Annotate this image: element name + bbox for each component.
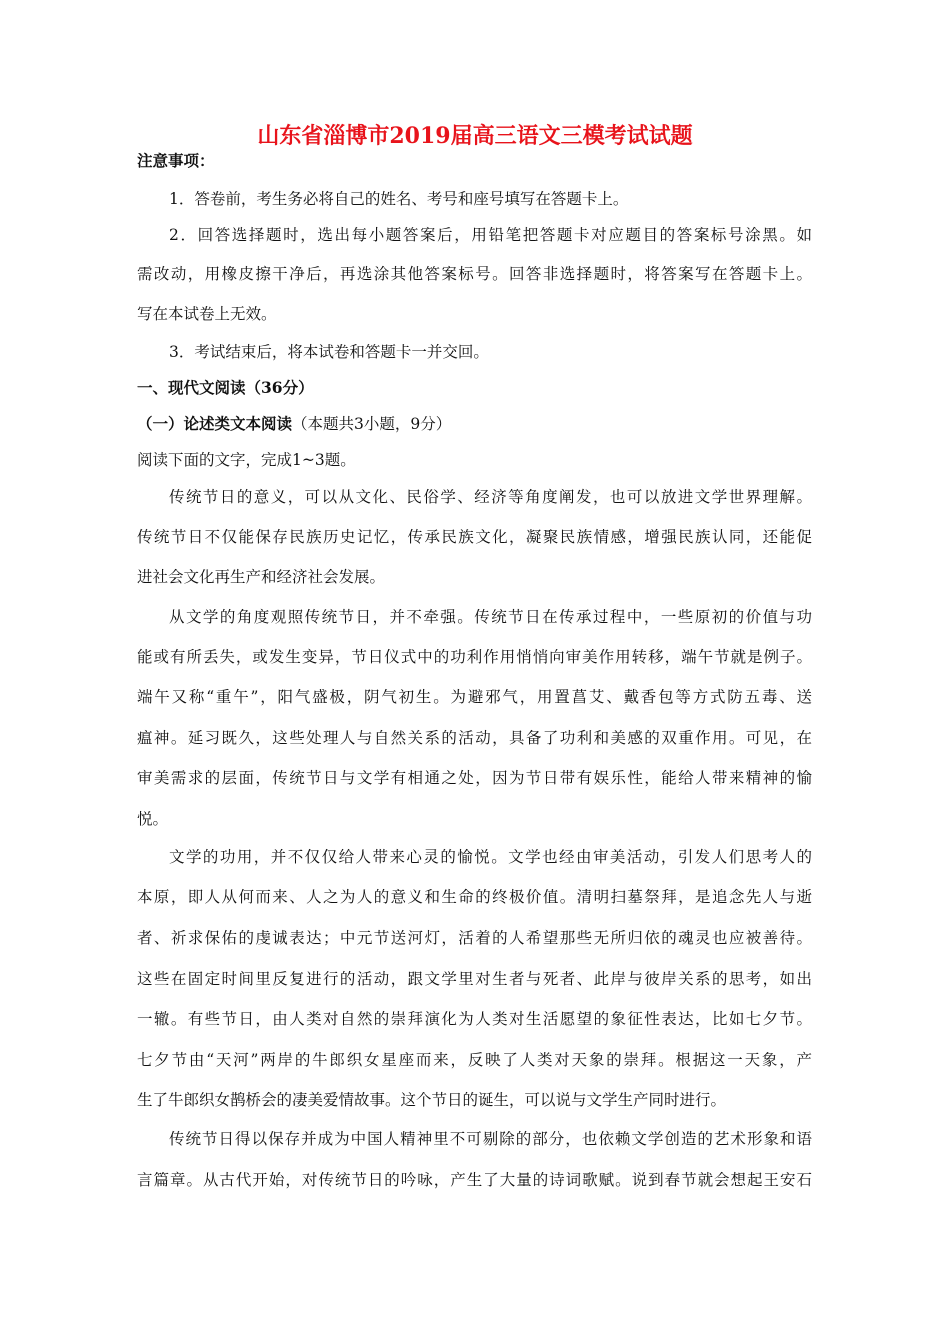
notice-item-2-end: 写在本试卷上无效。 — [137, 305, 277, 323]
paragraph-line: 从文学的角度观照传统节日，并不牵强。传统节日在传承过程中，一些原初的价值与功 — [169, 608, 812, 626]
paragraph-line: 这些在固定时间里反复进行的活动，跟文学里对生者与死者、此岸与彼岸关系的思考，如出 — [137, 970, 812, 988]
paragraph-line: 审美需求的层面，传统节日与文学有相通之处，因为节日带有娱乐性，能给人带来精神的愉 — [137, 769, 812, 787]
paragraph-line: 悦。 — [137, 810, 169, 828]
notice-item-2: 2．回答选择题时，选出每小题答案后，用铅笔把答题卡对应题目的答案标号涂黑。如 — [169, 226, 812, 244]
notice-item-3: 3．考试结束后，将本试卷和答题卡一并交回。 — [169, 343, 489, 361]
reading-instruction: 阅读下面的文字，完成1~3题。 — [137, 451, 356, 469]
paragraph-line: 传统节日得以保存并成为中国人精神里不可剔除的部分，也依赖文学创造的艺术形象和语 — [169, 1130, 812, 1148]
notice-heading: 注意事项： — [137, 151, 215, 170]
notice-item-2-cont: 需改动，用橡皮擦干净后，再选涂其他答案标号。回答非选择题时，将答案写在答题卡上。 — [137, 265, 812, 283]
paragraph-line: 一辙。有些节日，由人类对自然的崇拜演化为人类对生活愿望的象征性表达，比如七夕节。 — [137, 1010, 812, 1028]
subsection-title: （一）论述类文本阅读 — [137, 414, 293, 433]
subsection-heading — [137, 413, 451, 435]
paragraph-line: 本原，即人从何而来、人之为人的意义和生命的终极价值。清明扫墓祭拜，是追念先人与逝 — [137, 888, 812, 906]
paragraph-line: 文学的功用，并不仅仅给人带来心灵的愉悦。文学也经由审美活动，引发人们思考人的 — [169, 848, 812, 866]
notice-item-1: 1．答卷前，考生务必将自己的姓名、考号和座号填写在答题卡上。 — [169, 190, 629, 208]
paragraph-line: 传统节日不仅能保存民族历史记忆，传承民族文化，凝聚民族情感，增强民族认同，还能促 — [137, 528, 812, 546]
paragraph-line: 传统节日的意义，可以从文化、民俗学、经济等角度阐发，也可以放进文学世界理解。 — [169, 488, 812, 506]
subsection-note: （本题共3小题，9分） — [292, 415, 452, 433]
section-heading: 一、现代文阅读（36分） — [137, 378, 314, 397]
paragraph-line: 七夕节由“天河”两岸的牛郎织女星座而来，反映了人类对天象的崇拜。根据这一天象，产 — [137, 1051, 812, 1069]
paragraph-line: 生了牛郎织女鹊桥会的凄美爱情故事。这个节日的诞生，可以说与文学生产同时进行。 — [137, 1091, 727, 1109]
paragraph-line: 能或有所丢失，或发生变异，节日仪式中的功利作用悄悄向审美作用转移，端午节就是例子。 — [137, 648, 812, 666]
paragraph-line: 者、祈求保佑的虔诚表达；中元节送河灯，活着的人希望那些无所归依的魂灵也应被善待。 — [137, 929, 812, 947]
paragraph-line: 端午又称“重午”，阳气盛极，阴气初生。为避邪气，用置菖艾、戴香包等方式防五毒、送 — [137, 688, 812, 706]
paragraph-line: 进社会文化再生产和经济社会发展。 — [137, 568, 386, 586]
document-title: 山东省淄博市2019届高三语文三模考试试题 — [257, 123, 693, 149]
paragraph-line: 瘟神。延习既久，这些处理人与自然关系的活动，具备了功利和美感的双重作用。可见，在 — [137, 729, 812, 747]
paragraph-line: 言篇章。从古代开始，对传统节日的吟咏，产生了大量的诗词歌赋。说到春节就会想起王安石 — [137, 1171, 812, 1189]
